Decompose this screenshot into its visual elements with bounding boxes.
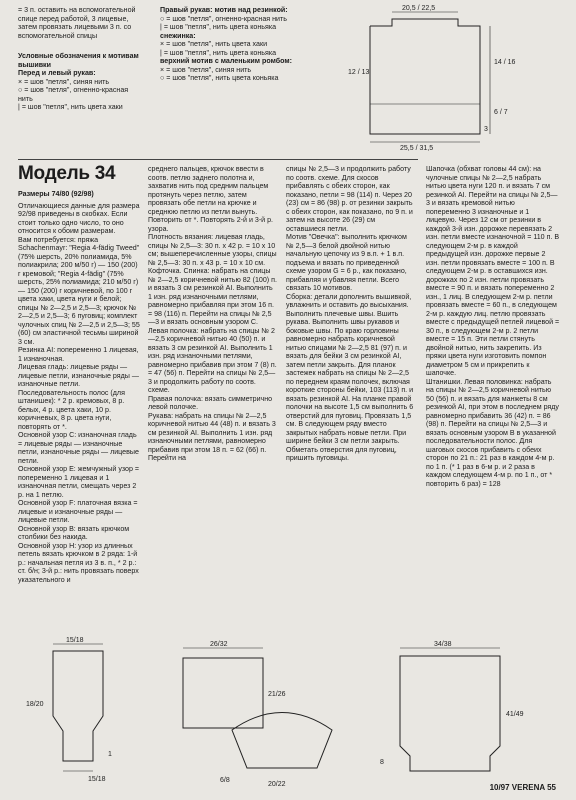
paragraph: среднего пальцев, крючок ввести в соотв. петлю заднего полотна и, захватив нить под средним пальцем протянуть через петлю, затем провязать обе петли на крючке и среднюю петлю из петли вынуть. Повторить от *. Повторять 2-й и 3-й р. узора. xyxy=(148,165,274,233)
paragraph: Кофточка. Спинка: набрать на спицы № 2—2,5 коричневой нитью 82 (100) п. и вязать 3 см резинкой AI. Выполнить 1 изн. ряд изнаночными петлями, равномерно прибавляя при этом 16 п. = 98 (116) п. Перейти на спицы № 2,5—3 и вязать основным узором С. xyxy=(148,267,277,326)
paragraph: Основной узор С: изнаночная гладь = лицевые ряды — изнаночные петли, изнаночные ряды — лицевые петли. xyxy=(18,431,139,465)
sleeve-cap-outline xyxy=(232,713,332,769)
hat-outline xyxy=(400,656,500,771)
dim-label: 12 / 13 xyxy=(348,69,370,76)
paragraph: Резинка AI: попеременно 1 лицевая, 1 изнаночная. xyxy=(18,346,139,363)
dim-label: 34/38 xyxy=(434,641,452,648)
sleeve-shape-schematic xyxy=(212,690,352,790)
pants-schematic xyxy=(18,636,148,786)
footer xyxy=(490,783,556,792)
text-column-2 xyxy=(148,165,278,635)
dim-label: 20/22 xyxy=(268,781,286,788)
legend-item: × = шов "петля", синяя нить xyxy=(18,77,110,86)
dim-label: 21/26 xyxy=(268,691,286,698)
page-number: 55 xyxy=(547,783,556,792)
legend-item: | = шов "петля", нить цвета хаки xyxy=(18,103,123,111)
dim-label: 3 xyxy=(484,126,488,133)
paragraph: Основной узор Н: узор из длинных петель вязать крючком в 2 ряда: 1-й р.: начальная петля из 3 в. п., * 2 р.: ст. б/н; 3-й р.: нить провязать поверх указательного и xyxy=(18,541,139,584)
text-column-4 xyxy=(426,165,560,605)
text-column-1 xyxy=(18,190,140,630)
dim-label: 8 xyxy=(380,759,384,766)
text-column-3 xyxy=(286,165,416,595)
back-schematic xyxy=(330,4,560,152)
dim-label: 18/20 xyxy=(26,701,44,708)
top-motif-title: верхний мотив с маленьким ромбом: xyxy=(160,57,292,65)
legend-item: ○ = шов "петля", огненно-красная нить xyxy=(18,86,129,103)
paragraph: Вам потребуется: пряжа Schachenmayr: "Regia 4-fädig Tweed" (75% шерсть, 20% полиамида, 5% полиакрила; 200 м/50 г) — 150 (200) г кремовой; "Regia 4-fädig" (75% шерсть, 25% полиамида; 210 м/50 г) — 150 (200) г коричневой, по 100 г цвета хаки, цвета нуги и белой; спицы № 2—2,5 и 2,5—3; крючок № 2—2,5 и 2,5—3; 6 пуговиц; комплект чулочных спиц № 2—2,5 и 2,5—3; 55 (60) см эластичной тесьмы шириной 3 см. xyxy=(18,235,140,346)
legend-item: × = шов "петля", синяя нить xyxy=(160,65,252,74)
snowflake-title: снежинка: xyxy=(160,31,196,40)
paragraph: Основной узор F: платочная вязка = лицевые и изнаночные ряды — лицевые петли. xyxy=(18,499,138,524)
legend-item: | = шов "петля", нить цвета коньяка xyxy=(160,48,277,57)
top-middle-legend xyxy=(160,6,310,146)
top-left-legend xyxy=(18,6,143,146)
dim-label: 25,5 / 31,5 xyxy=(400,145,434,152)
paragraph: Последовательность полос (для штанишек): * 2 р. кремовых, 8 р. белых, 4 р. цвета хаки, 10 р. коричневых, 8 р. цвета нуги, повторять от *. xyxy=(18,388,125,431)
paragraph: Сборка: детали дополнить вышивкой, увлажнить и оставить до высыхания. Выполнить плечевые швы. Вшить рукава. Выполнить швы рукавов и боковые швы. По краю горловины равномерно набрать коричневой нитью спицами № 2—2,5 81 (97) п. и вязать для бейки 3 см резинкой AI, затем петли закрыть. Для планок застежек набрать на спицы № 2—2,5 по переднем краям полочек, включая короткие стороны бейки, 103 (113) п. и вязать резинкой AI. На планке правой полочки на высоте 1,5 см выполнить 6 отверстий для пуговиц. Провязать 1,5 см. В следующем ряду вместо закрытых набрать новые петли. При ширине бейки 3 см петли закрыть. Обметать отверстия для пуговиц, пришить пуговицы. xyxy=(286,292,414,462)
legend-item: × = шов "петля", нить цвета хаки xyxy=(160,40,268,48)
hat-schematic xyxy=(370,636,530,786)
paragraph: Лицевая гладь: лицевые ряды — лицевые петли, изнаночные ряды — изнаночные петли. xyxy=(18,363,139,388)
paragraph: спицы № 2,5—3 и продолжить работу по соотв. схеме. Для скосов прибавлять с обеих сторон, как показано, петли = 98 (114) п. Через 20 (23) см = 86 (98) р. от резинки закрыть с обеих сторон, как показано, по 9 п. и затем на высоте 26 (29) см оставшиеся петли. xyxy=(286,165,413,233)
paragraph: Мотив "Овечка": выполнить крючком № 2,5—3 белой двойной нитью начальную цепочку из 9 в.п. + 1 в.п. подъема и вязать по приведенной схеме узором G = 6 р., как показано, прибавляя и убавляя петли. Всего связать 10 мотивов. xyxy=(286,233,407,292)
paragraph: Плотность вязания: лицевая гладь, спицы № 2,5—3: 30 п. х 42 р. = 10 х 10 см; вышеперечисленные узоры, спицы № 2,5—3: 30 п. х 43 р. = 10 х 10 см. xyxy=(148,233,277,267)
model-title: Модель 34 xyxy=(18,163,116,184)
front-back-title: Перед и левый рукав: xyxy=(18,69,96,77)
dim-label: 20,5 / 22,5 xyxy=(402,5,436,12)
dim-label: 6 / 7 xyxy=(494,109,508,116)
dim-label: 15/18 xyxy=(88,776,106,783)
section-divider xyxy=(18,159,418,160)
paragraph: Шапочка (обхват головы 44 см): на чулочные спицы № 2—2,5 набрать нитью цвета нуги 120 п. и вязать 7 см резинкой AI. Перейти на спицы № 2,5—3 и вязать кремовой нитью попеременно 3 изнаночные и 1 лицевую. Через 12 см от резинки в каждой 3-й изн. дорожке перевязать 2 изн. петли вместе изнаночной = 110 п. В следующем 2-м р. в каждой предыдущей изн. дорожке первые 2 изн. петли провязать вместе = 100 п. В следующем 2-м р. в оставшихся изн. дорожках по 2 изн. петли провязать вместе = 90 п. и вязать попеременно 2 изн., 1 лиц. В следующем 2-м р. петли провязать вместе = 60 п., в следующем 2-м р. каждую лиц. петлю провязать вместе с предыдущей петлей лицевой = 30 п., в следующем 2-м р. 2 петли вместе = 15 п. Эти петли стянуть двойной нитью, нить закрепить. Из пряжи цвета нуги изготовить помпон диаметром 5 см и прикрепить к шапочке. xyxy=(426,165,560,377)
back-outline xyxy=(370,19,480,134)
issue-label: 10/97 VERENA xyxy=(489,783,545,792)
legend-item: ○ = шов "петля", нить цвета коньяка xyxy=(160,74,279,82)
dim-label: 26/32 xyxy=(210,641,228,648)
paragraph: Рукава: набрать на спицы № 2—2,5 коричневой нитью 44 (48) п. и вязать 3 см резинкой AI. Выполнить 1 изн. ряд изнаночными петлями, равномерно прибавив при этом 18 п. = 62 (66) п. Перейти на xyxy=(148,411,276,462)
dim-label: 14 / 16 xyxy=(494,59,516,66)
legend-item: | = шов "петля", нить цвета коньяка xyxy=(160,23,277,31)
dim-label: 41/49 xyxy=(506,711,524,718)
dim-label: 6/8 xyxy=(220,777,230,784)
paragraph: Отличающиеся данные для размера 92/98 приведены в скобках. Если стоит только одно число, то оно относится к обоим размерам. xyxy=(18,201,140,235)
right-sleeve-title: Правый рукав: мотив над резинкой: xyxy=(160,6,288,14)
dim-label: 15/18 xyxy=(66,637,84,644)
paragraph: Основной узор Е: жемчужный узор = попеременно 1 лицевая и 1 изнаночная петли, смещать через 2 р. на 1 петлю. xyxy=(18,465,140,499)
paragraph: Основной узор В: вязать крючком столбики без накида. xyxy=(18,524,130,541)
paragraph: Правая полочка: вязать симметрично левой полочке. xyxy=(148,394,273,411)
legend-item: ○ = шов "петля", огненно-красная нить xyxy=(160,14,287,23)
sizes: Размеры 74/80 (92/98) xyxy=(18,190,94,198)
paragraph: Штанишки. Левая половинка: набрать на спицы № 2—2,5 коричневой нитью 50 (56) п. и вязать для манжеты 8 см резинкой AI, при этом в последнем ряду равномерно прибавить 36 (42) п. = 86 (98) п. Перейти на спицы № 2,5—3 и вязать основным узором В в указанной последовательности полос. Для шаговых скосов прибавить с обеих сторон по 21 п.: 21 раз в каждом 4-м р. по 1 п. (* 1 раз в 6-м р. и 2 раза в каждом следующем 4-м р. по 1 п., от * повторить 6 раз) = 128 xyxy=(426,377,559,488)
intro-text: = 3 п. оставить на вспомогательной спице перед работой, 3 лицевые, затем провязать лицевыми 3 п. со вспомогательной спицы xyxy=(18,6,136,40)
pants-outline xyxy=(53,651,103,761)
paragraph: Левая полочка: набрать на спицы № 2—2,5 коричневой нитью 40 (50) п. и вязать 3 см резинкой AI. Выполнить 1 изн. ряд изнаночными петлями, равномерно прибавив при этом 7 (8) п. = 47 (56) п. Перейти на спицы № 2,5—3 и продолжить работу по соотв. схеме. xyxy=(148,326,277,394)
legend-title: Условные обозначения к мотивам вышивки xyxy=(18,52,139,69)
dim-label: 1 xyxy=(108,751,112,758)
